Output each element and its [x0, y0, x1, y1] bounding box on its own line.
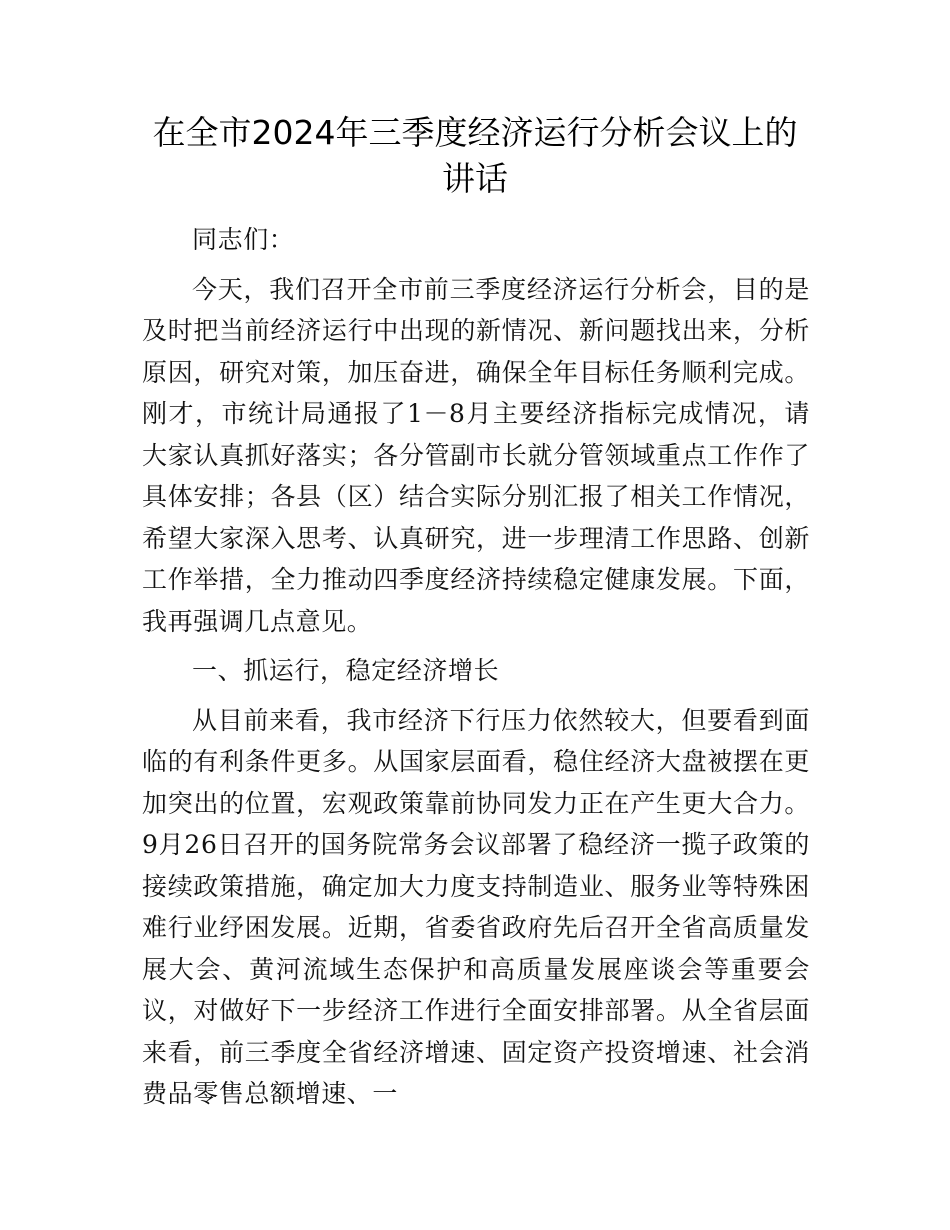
document-title: 在全市2024年三季度经济运行分析会议上的讲话 [152, 113, 798, 198]
intro-paragraph: 今天，我们召开全市前三季度经济运行分析会，目的是及时把当前经济运行中出现的新情况、新问题找出来，分析原因，研究对策，加压奋进，确保全年目标任务顺利完成。刚才，市统计局通报了1－8月主要经济指标完成情况，请大家认真抓好落实；各分管副市长就分管领域重点工作作了具体安排；各县（区）结合实际分别汇报了相关工作情况，希望大家深入思考、认真研究，进一步理清工作思路、创新工作举措，全力推动四季度经济持续稳定健康发展。下面，我再强调几点意见。 [142, 274, 810, 636]
section-paragraph: 从目前来看，我市经济下行压力依然较大，但要看到面临的有利条件更多。从国家层面看，稳住经济大盘被摆在更加突出的位置，宏观政策靠前协同发力正在产生更大合力。9月26日召开的国务院常务会议部署了稳经济一揽子政策的接续政策措施，确定加大力度支持制造业、服务业等特殊困难行业纾困发展。近期，省委省政府先后召开全省高质量发展大会、黄河流域生态保护和高质量发展座谈会等重要会议，对做好下一步经济工作进行全面安排部署。从全省层面来看，前三季度全省经济增速、固定资产投资增速、社会消费品零售总额增速、一 [142, 705, 810, 1108]
salutation: 同志们： [192, 225, 295, 254]
section-heading: 一、抓运行，稳定经济增长 [192, 656, 500, 685]
document-body [142, 219, 810, 1123]
